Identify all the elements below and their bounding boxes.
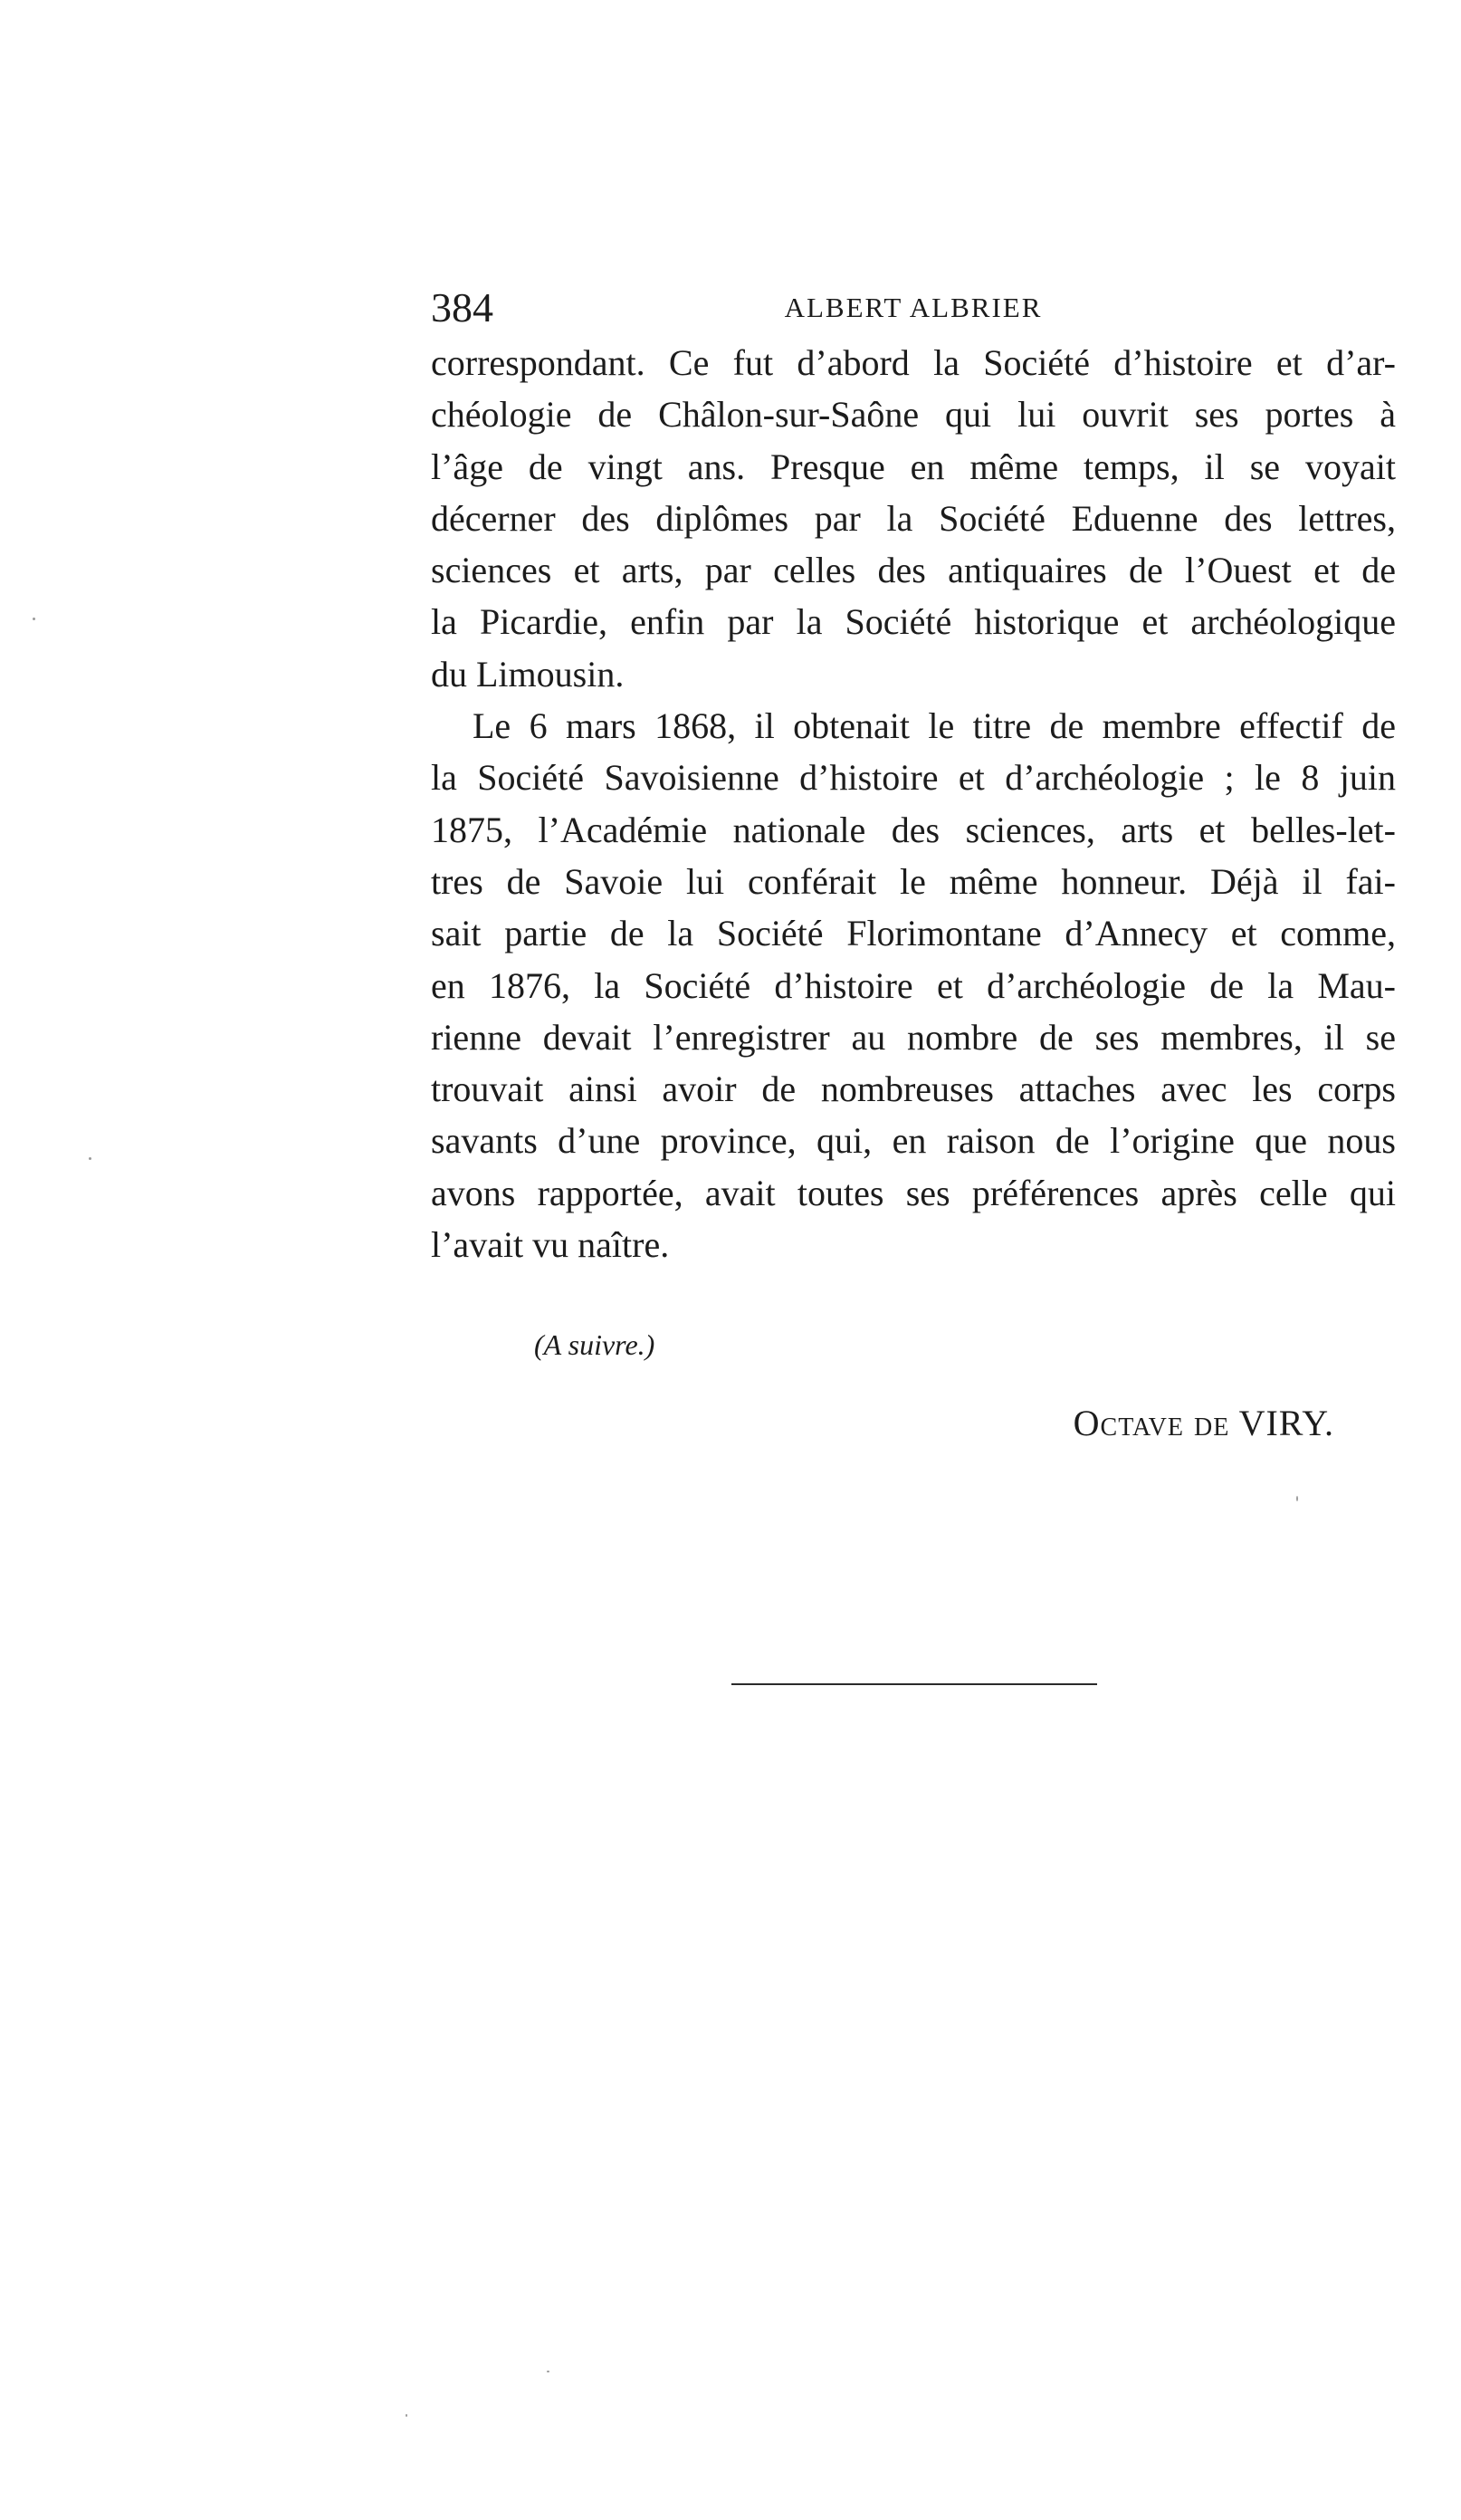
text-line: trouvait ainsi avoir de nombreuses attaches avec les corps	[431, 1068, 1396, 1110]
running-header	[431, 281, 1396, 335]
text-line: décerner des diplômes par la Société Eduenne des lettres,	[431, 497, 1396, 539]
running-title: ALBERT ALBRIER	[784, 292, 1043, 323]
body-text	[431, 337, 1396, 1270]
scan-speck	[1296, 1496, 1298, 1501]
text-line: la Société Savoisienne d’histoire et d’archéologie ; le 8 juin	[431, 757, 1396, 799]
text-line: savants d’une province, qui, en raison de l’origine que nous	[431, 1120, 1396, 1162]
text-line: rienne devait l’enregistrer au nombre de ses membres, il se	[431, 1016, 1396, 1058]
text-line: Le 6 mars 1868, il obtenait le titre de membre effectif de	[473, 705, 1396, 747]
section-divider	[731, 1683, 1097, 1685]
scan-speck	[33, 618, 35, 620]
text-line: avons rapportée, avait toutes ses préférences après celle qui	[431, 1172, 1396, 1213]
author-signature: Octave de VIRY.	[1073, 1403, 1334, 1443]
to-be-continued-note: (A suivre.)	[534, 1328, 655, 1361]
text-line: correspondant. Ce fut d’abord la Société d’histoire et d’ar-	[431, 342, 1396, 383]
scan-speck	[89, 1157, 91, 1160]
text-line: 1875, l’Académie nationale des sciences, arts et belles-let-	[431, 809, 1396, 850]
text-line: l’avait vu naître.	[431, 1224, 670, 1266]
text-line: sciences et arts, par celles des antiquaires de l’Ouest et de	[431, 550, 1396, 591]
text-line: du Limousin.	[431, 653, 625, 695]
text-line: la Picardie, enfin par la Société historique et archéologique	[431, 601, 1396, 643]
text-line: chéologie de Châlon-sur-Saône qui lui ouvrit ses portes à	[431, 394, 1396, 436]
text-line: en 1876, la Société d’histoire et d’archéologie de la Mau-	[431, 964, 1396, 1006]
text-line: sait partie de la Société Florimontane d’Annecy et comme,	[431, 913, 1396, 954]
page-number: 384	[431, 284, 493, 331]
text-line: l’âge de vingt ans. Presque en même temps, il se voyait	[431, 446, 1396, 487]
text-line: tres de Savoie lui conférait le même honneur. Déjà il fai-	[431, 860, 1396, 902]
scan-speck	[547, 2371, 549, 2372]
scan-speck	[406, 2414, 407, 2417]
